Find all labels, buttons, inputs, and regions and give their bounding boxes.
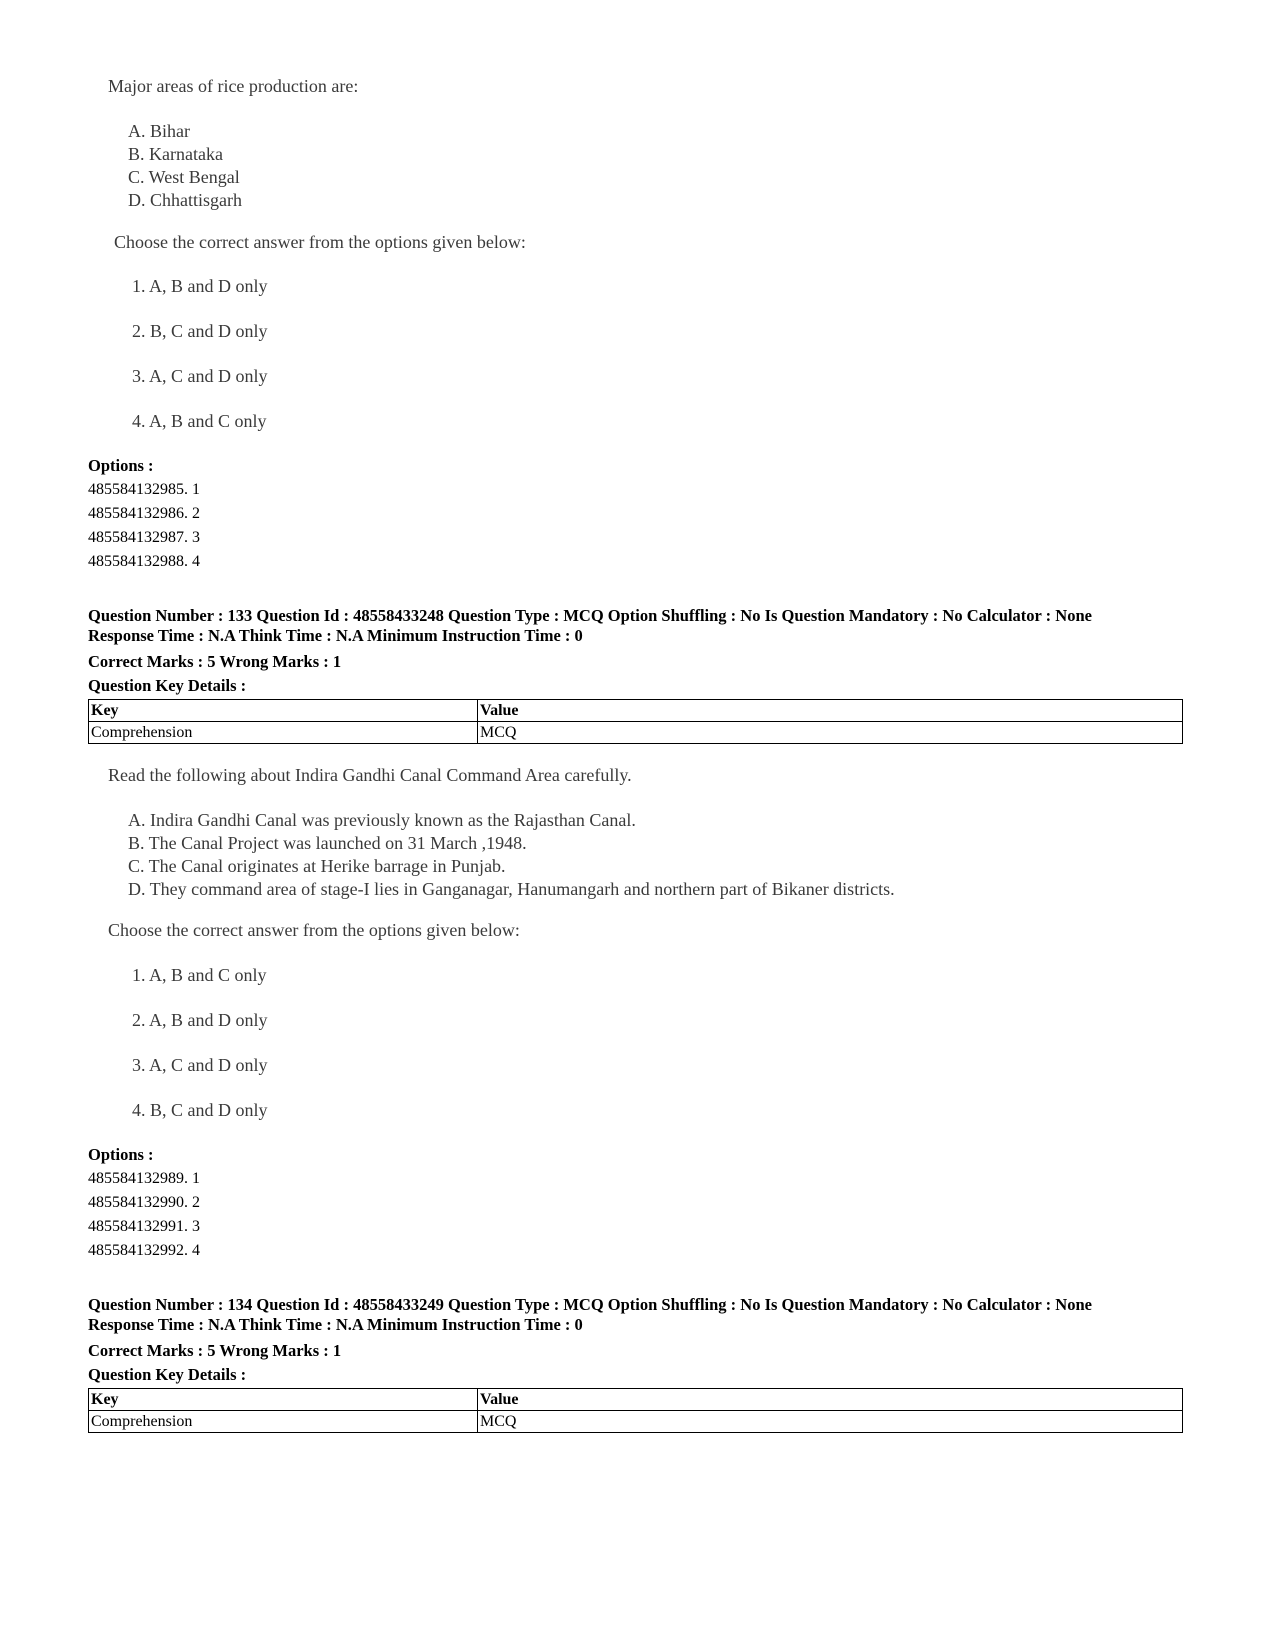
marks-line: Correct Marks : 5 Wrong Marks : 1 [88, 652, 342, 671]
question-intro: Major areas of rice production are: [108, 76, 359, 96]
choose-instruction: Choose the correct answer from the options given below: [108, 920, 520, 940]
answer-choice: 1. A, B and D only [132, 276, 268, 296]
table-header-cell: Key [89, 700, 478, 722]
key-details-table [88, 1388, 1183, 1433]
option-id: 485584132985. 1 [88, 481, 200, 498]
choose-instruction: Choose the correct answer from the options given below: [114, 232, 526, 252]
option-id: 485584132986. 2 [88, 505, 200, 522]
option-id: 485584132990. 2 [88, 1194, 200, 1211]
key-details-label: Question Key Details : [88, 1365, 247, 1384]
table-cell: MCQ [478, 722, 1183, 744]
statement-item: A. Indira Gandhi Canal was previously known as the Rajasthan Canal. [128, 810, 636, 830]
answer-choice: 4. A, B and C only [132, 411, 267, 431]
question-meta [88, 606, 1092, 646]
option-id: 485584132987. 3 [88, 529, 200, 546]
option-id: 485584132989. 1 [88, 1170, 200, 1187]
key-details-table [88, 699, 1183, 744]
question-meta-line: Question Number : 133 Question Id : 48558433248 Question Type : MCQ Option Shuffling : No Is Question Mandatory : No Calculator : None [88, 606, 1092, 625]
table-row [89, 1411, 1183, 1433]
table-header-row [89, 1389, 1183, 1411]
answer-choice: 2. A, B and D only [132, 1010, 268, 1030]
answer-choices [132, 275, 268, 455]
statement-list [128, 809, 895, 901]
statement-item: D. Chhattisgarh [128, 190, 242, 210]
table-row [89, 722, 1183, 744]
question-meta-line: Response Time : N.A Think Time : N.A Minimum Instruction Time : 0 [88, 1315, 583, 1334]
option-id: 485584132992. 4 [88, 1242, 200, 1259]
options-list [88, 1167, 200, 1263]
options-list [88, 478, 200, 574]
key-details-label: Question Key Details : [88, 676, 247, 695]
question-meta-line: Question Number : 134 Question Id : 48558433249 Question Type : MCQ Option Shuffling : No Is Question Mandatory : No Calculator : None [88, 1295, 1092, 1314]
option-id: 485584132991. 3 [88, 1218, 200, 1235]
answer-choices [132, 964, 268, 1144]
statement-item: D. They command area of stage-I lies in Ganganagar, Hanumangarh and northern part of Bikaner districts. [128, 879, 895, 899]
statement-list [128, 120, 242, 212]
table-header-cell: Value [478, 1389, 1183, 1411]
answer-choice: 4. B, C and D only [132, 1100, 268, 1120]
question-meta-line: Response Time : N.A Think Time : N.A Minimum Instruction Time : 0 [88, 626, 583, 645]
statement-item: C. The Canal originates at Herike barrage in Punjab. [128, 856, 506, 876]
table-cell: Comprehension [89, 722, 478, 744]
answer-choice: 3. A, C and D only [132, 1055, 268, 1075]
answer-choice: 1. A, B and C only [132, 965, 267, 985]
question-meta [88, 1295, 1092, 1335]
table-header-cell: Value [478, 700, 1183, 722]
table-cell: Comprehension [89, 1411, 478, 1433]
statement-item: B. The Canal Project was launched on 31 March ,1948. [128, 833, 527, 853]
statement-item: A. Bihar [128, 121, 190, 141]
answer-choice: 3. A, C and D only [132, 366, 268, 386]
table-header-cell: Key [89, 1389, 478, 1411]
table-cell: MCQ [478, 1411, 1183, 1433]
statement-item: C. West Bengal [128, 167, 240, 187]
table-header-row [89, 700, 1183, 722]
answer-choice: 2. B, C and D only [132, 321, 268, 341]
statement-item: B. Karnataka [128, 144, 223, 164]
marks-line: Correct Marks : 5 Wrong Marks : 1 [88, 1341, 342, 1360]
options-label: Options : [88, 456, 154, 475]
option-id: 485584132988. 4 [88, 553, 200, 570]
question-intro: Read the following about Indira Gandhi Canal Command Area carefully. [108, 765, 632, 785]
options-label: Options : [88, 1145, 154, 1164]
